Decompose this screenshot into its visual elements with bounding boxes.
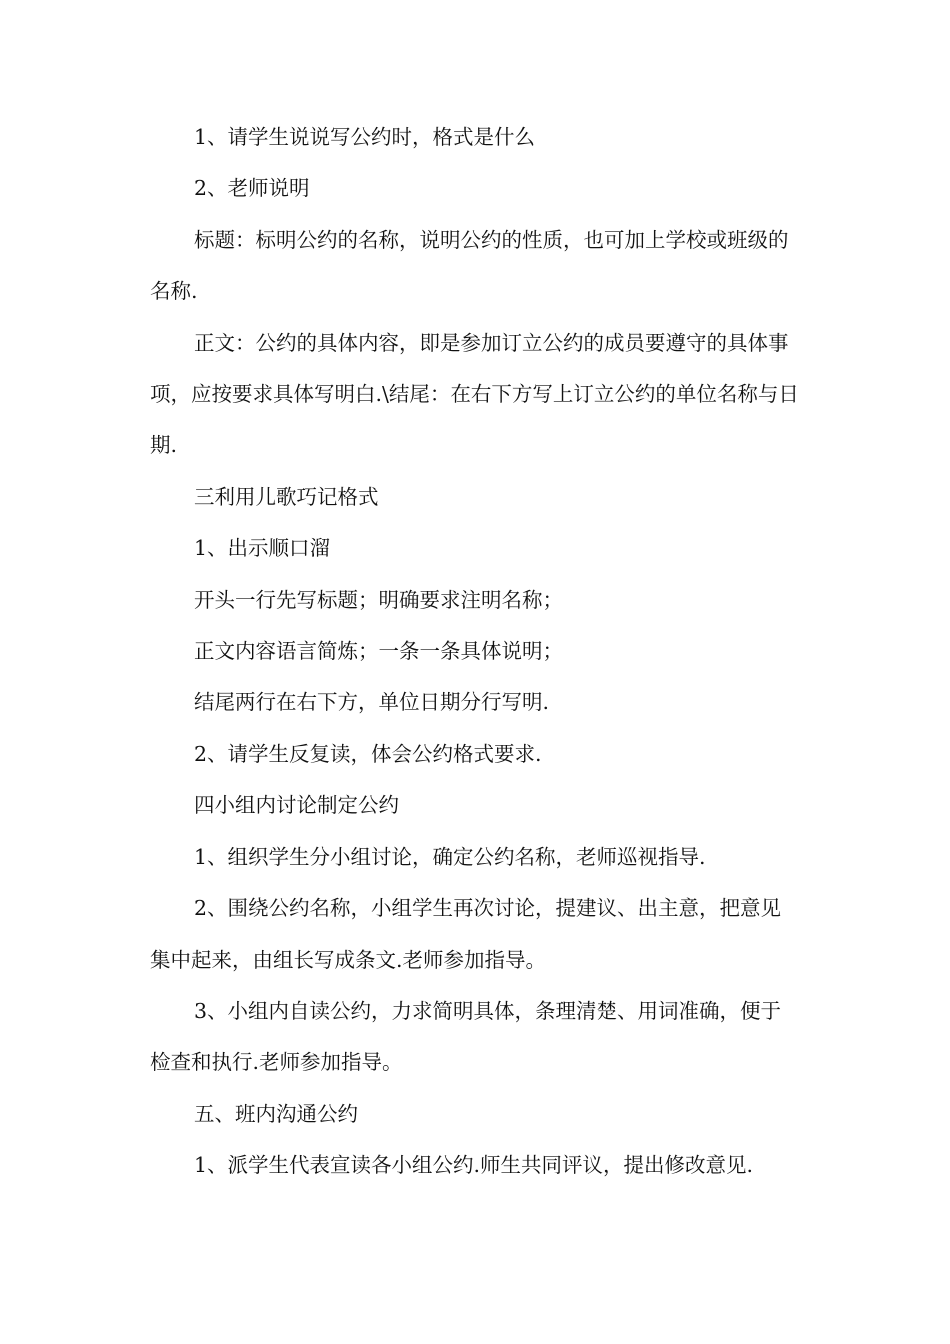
document-body	[150, 112, 800, 1192]
paragraph-format-question: 1、请学生说说写公约时，格式是什么	[194, 125, 536, 149]
paragraph-group-step-3: 3、小组内自读公约，力求简明具体，条理清楚、用词准确，便于检查和执行.老师参加指导。	[150, 998, 782, 1075]
rhyme-line-1: 开头一行先写标题；明确要求注明名称；	[194, 587, 563, 612]
section-heading-class-communication: 五、班内沟通公约	[194, 1101, 358, 1126]
paragraph-body-and-ending-rule: 正文：公约的具体内容，即是参加订立公约的成员要遵守的具体事项，应按要求具体写明白.\结尾：在右下方写上订立公约的单位名称与日期.	[150, 330, 799, 458]
paragraph-repeat-reading: 2、请学生反复读，体会公约格式要求.	[194, 741, 542, 766]
rhyme-line-3: 结尾两行在右下方，单位日期分行写明.	[194, 690, 550, 715]
paragraph-group-step-2: 2、围绕公约名称，小组学生再次讨论，提建议、出主意，把意见集中起来，由组长写成条文.老师参加指导。	[150, 896, 782, 972]
section-heading-rhyme: 三利用儿歌巧记格式	[194, 484, 379, 509]
paragraph-group-step-1: 1、组织学生分小组讨论，确定公约名称，老师巡视指导.	[194, 844, 706, 869]
section-heading-group-discussion: 四小组内讨论制定公约	[194, 793, 399, 818]
paragraph-show-rhyme: 1、出示顺口溜	[194, 536, 331, 561]
paragraph-teacher-explains: 2、老师说明	[194, 176, 310, 201]
paragraph-title-rule: 标题：标明公约的名称，说明公约的性质，也可加上学校或班级的名称.	[150, 227, 789, 304]
rhyme-line-2: 正文内容语言简炼；一条一条具体说明；	[194, 639, 563, 664]
paragraph-class-step-1: 1、派学生代表宣读各小组公约.师生共同评议，提出修改意见.	[194, 1153, 754, 1178]
